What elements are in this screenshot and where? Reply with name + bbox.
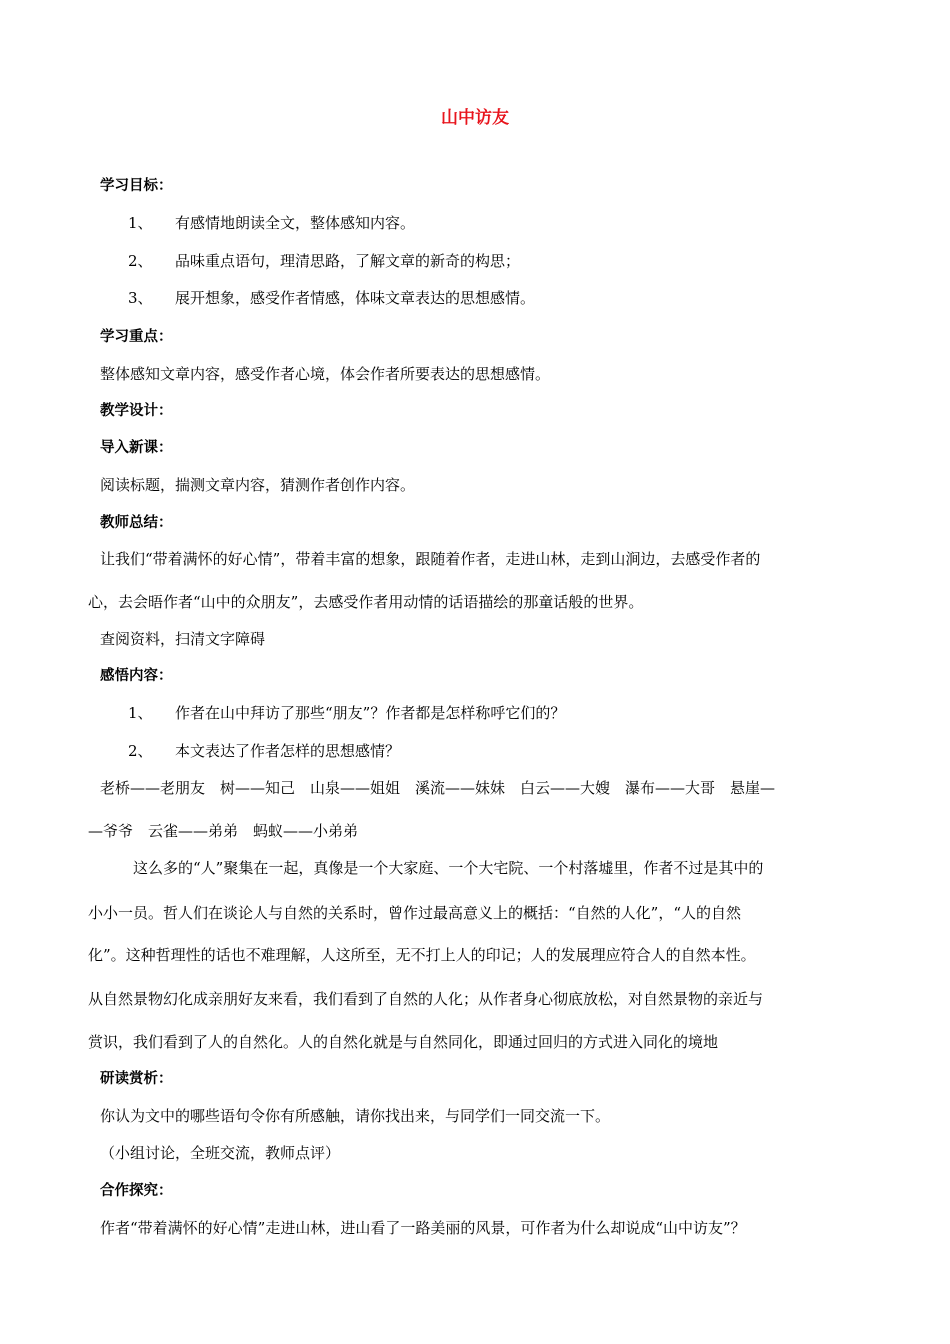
objective-number-2: 2、 — [128, 252, 153, 270]
heading-summary: 教师总结： — [100, 515, 173, 531]
paragraph-line-2: 小小一员。哲人们在谈论人与自然的关系时，曾作过最高意义上的概括：“自然的人化”，“人的自然 — [88, 904, 742, 922]
friends-line-2: —爷爷 云雀——弟弟 蚂蚁——小弟弟 — [88, 822, 359, 840]
summary-line-2: 心，去会晤作者“山中的众朋友”，去感受作者用动情的话语描绘的那童话般的世界。 — [88, 593, 644, 611]
insight-text-1: 作者在山中拜访了那些“朋友”？作者都是怎样称呼它们的？ — [175, 704, 566, 722]
summary-line-3: 查阅资料，扫清文字障碍 — [100, 630, 266, 648]
objective-text-1: 有感情地朗读全文，整体感知内容。 — [175, 214, 416, 232]
cooperate-text: 作者“带着满怀的好心情”走进山林，进山看了一路美丽的风景，可作者为什么却说成“山中访友”？ — [100, 1219, 746, 1237]
objective-text-2: 品味重点语句，理清思路，了解文章的新奇的构思； — [175, 252, 521, 270]
study-line-1: 你认为文中的哪些语句令你有所感触，请你找出来，与同学们一同交流一下。 — [100, 1107, 611, 1125]
heading-intro: 导入新课： — [100, 440, 173, 456]
paragraph-line-5: 赏识，我们看到了人的自然化。人的自然化就是与自然同化，即通过回归的方式进入同化的境地 — [88, 1033, 719, 1051]
document-title: 山中访友 — [441, 108, 509, 128]
study-line-2: （小组讨论，全班交流，教师点评） — [100, 1144, 341, 1162]
insight-number-1: 1、 — [128, 704, 153, 722]
heading-design: 教学设计： — [100, 403, 173, 419]
intro-text: 阅读标题，揣测文章内容，猜测作者创作内容。 — [100, 476, 416, 494]
focus-text: 整体感知文章内容，感受作者心境，体会作者所要表达的思想感情。 — [100, 365, 551, 383]
paragraph-line-4: 从自然景物幻化成亲朋好友来看，我们看到了自然的人化；从作者身心彻底放松，对自然景物的亲近与 — [88, 990, 764, 1008]
heading-focus: 学习重点： — [100, 329, 173, 345]
objective-number-3: 3、 — [128, 289, 153, 307]
insight-text-2: 本文表达了作者怎样的思想感情？ — [175, 742, 401, 760]
heading-cooperate: 合作探究： — [100, 1183, 173, 1199]
friends-line-1: 老桥——老朋友 树——知己 山泉——姐姐 溪流——妹妹 白云——大嫂 瀑布——大哥 悬崖— — [100, 779, 776, 797]
objective-number-1: 1、 — [128, 214, 153, 232]
heading-study: 研读赏析： — [100, 1071, 173, 1087]
insight-number-2: 2、 — [128, 742, 153, 760]
heading-objectives: 学习目标： — [100, 178, 173, 194]
summary-line-1: 让我们“带着满怀的好心情”，带着丰富的想象，跟随着作者，走进山林，走到山涧边，去感受作者的 — [100, 550, 761, 568]
paragraph-line-3: 化”。这种哲理性的话也不难理解，人这所至，无不打上人的印记；人的发展理应符合人的自然本性。 — [88, 946, 756, 964]
paragraph-line-1: 这么多的“人”聚集在一起，真像是一个大家庭、一个大宅院、一个村落墟里，作者不过是其中的 — [133, 859, 764, 877]
heading-insight: 感悟内容： — [100, 668, 173, 684]
objective-text-3: 展开想象，感受作者情感，体味文章表达的思想感情。 — [175, 289, 536, 307]
